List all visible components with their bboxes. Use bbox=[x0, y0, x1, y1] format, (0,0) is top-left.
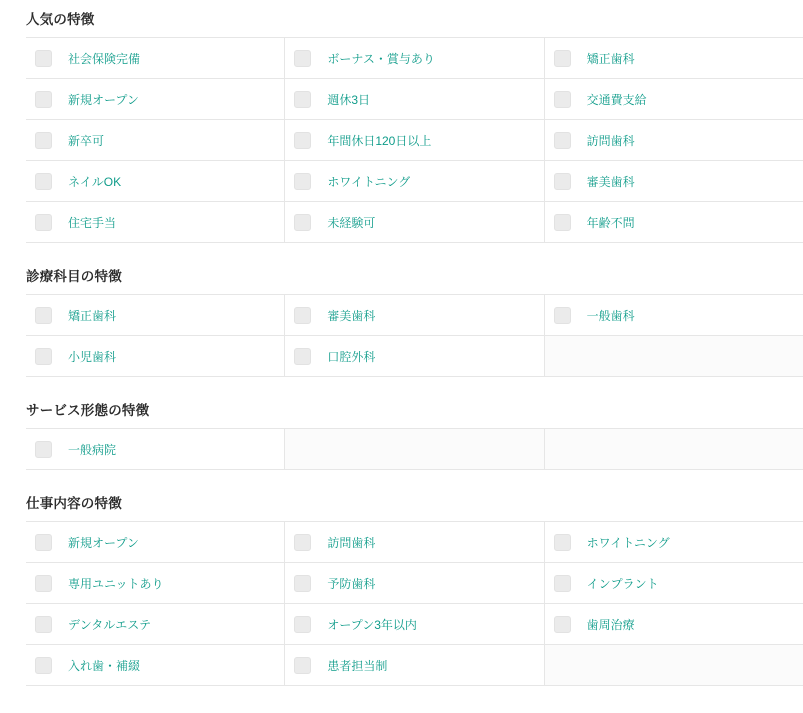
section-title: 診療科目の特徴 bbox=[26, 269, 122, 284]
filter-checkbox-row[interactable] bbox=[545, 202, 803, 243]
filter-section bbox=[0, 8, 803, 243]
filter-checkbox-row[interactable] bbox=[285, 295, 544, 336]
filter-label[interactable]: インプラント bbox=[586, 576, 659, 591]
section-spacer bbox=[0, 377, 803, 399]
filter-label[interactable]: 審美歯科 bbox=[586, 174, 635, 189]
checkbox-icon[interactable] bbox=[294, 50, 311, 67]
filter-label[interactable]: 訪問歯科 bbox=[586, 133, 635, 148]
filter-checkbox-row[interactable] bbox=[26, 336, 285, 377]
filter-label[interactable]: ホワイトニング bbox=[327, 174, 411, 189]
filter-checkbox-row[interactable] bbox=[285, 522, 544, 563]
filter-checkbox-row[interactable] bbox=[285, 563, 544, 604]
checkbox-icon[interactable] bbox=[35, 534, 52, 551]
filter-label[interactable]: 口腔外科 bbox=[327, 349, 376, 364]
filter-checkbox-row[interactable] bbox=[285, 161, 544, 202]
checkbox-icon[interactable] bbox=[554, 307, 571, 324]
filter-label[interactable]: 患者担当制 bbox=[327, 658, 388, 673]
checkbox-icon[interactable] bbox=[554, 50, 571, 67]
checkbox-icon[interactable] bbox=[554, 132, 571, 149]
filter-grid bbox=[26, 428, 803, 470]
checkbox-icon[interactable] bbox=[554, 214, 571, 231]
filter-label[interactable]: 新規オープン bbox=[68, 92, 139, 107]
filter-checkbox-row[interactable] bbox=[26, 295, 285, 336]
filter-grid bbox=[26, 37, 803, 243]
filter-checkbox-row[interactable] bbox=[545, 120, 803, 161]
section-spacer bbox=[0, 243, 803, 265]
checkbox-icon[interactable] bbox=[35, 132, 52, 149]
filter-checkbox-row[interactable] bbox=[26, 522, 285, 563]
section-spacer bbox=[0, 686, 803, 708]
filter-checkbox-row[interactable] bbox=[26, 645, 285, 686]
filter-checkbox-row[interactable] bbox=[26, 429, 285, 470]
checkbox-icon[interactable] bbox=[294, 534, 311, 551]
filter-checkbox-row[interactable] bbox=[285, 202, 544, 243]
filter-label[interactable]: オープン3年以内 bbox=[327, 617, 417, 632]
filter-label[interactable]: 交通費支給 bbox=[586, 92, 647, 107]
checkbox-icon[interactable] bbox=[35, 307, 52, 324]
filter-checkbox-row[interactable] bbox=[545, 604, 803, 645]
filter-checkbox-row[interactable] bbox=[285, 336, 544, 377]
filter-cell-empty bbox=[545, 336, 803, 377]
filter-label[interactable]: 新規オープン bbox=[68, 535, 139, 550]
checkbox-icon[interactable] bbox=[554, 616, 571, 633]
section-spacer bbox=[0, 470, 803, 492]
checkbox-icon[interactable] bbox=[294, 616, 311, 633]
checkbox-icon[interactable] bbox=[35, 657, 52, 674]
filter-label[interactable]: 予防歯科 bbox=[327, 576, 376, 591]
filter-label[interactable]: 住宅手当 bbox=[68, 215, 117, 230]
filter-label[interactable]: 年齢不問 bbox=[586, 215, 635, 230]
filter-checkbox-row[interactable] bbox=[285, 120, 544, 161]
checkbox-icon[interactable] bbox=[294, 348, 311, 365]
filter-cell-empty bbox=[545, 429, 803, 470]
filter-cell-empty bbox=[285, 429, 544, 470]
filter-label[interactable]: 専用ユニットあり bbox=[68, 576, 164, 591]
filter-checkbox-row[interactable] bbox=[545, 563, 803, 604]
filter-checkbox-row[interactable] bbox=[545, 295, 803, 336]
checkbox-icon[interactable] bbox=[294, 132, 311, 149]
filter-section bbox=[0, 399, 803, 470]
checkbox-icon[interactable] bbox=[554, 534, 571, 551]
filter-cell-empty bbox=[545, 645, 803, 686]
filter-checkbox-row[interactable] bbox=[545, 38, 803, 79]
filter-label[interactable]: 週休3日 bbox=[327, 92, 371, 107]
filter-checkbox-row[interactable] bbox=[26, 202, 285, 243]
checkbox-icon[interactable] bbox=[294, 657, 311, 674]
filter-label[interactable]: 矯正歯科 bbox=[586, 51, 635, 66]
filter-label[interactable]: 訪問歯科 bbox=[327, 535, 376, 550]
checkbox-icon[interactable] bbox=[35, 50, 52, 67]
filter-checkbox-row[interactable] bbox=[545, 522, 803, 563]
filter-label[interactable]: 一般病院 bbox=[68, 442, 117, 457]
filter-label[interactable]: 小児歯科 bbox=[68, 349, 117, 364]
checkbox-icon[interactable] bbox=[35, 348, 52, 365]
filter-checkbox-row[interactable] bbox=[545, 161, 803, 202]
filter-label[interactable]: 新卒可 bbox=[68, 133, 105, 148]
filter-label[interactable]: ボーナス・賞与あり bbox=[327, 51, 435, 66]
checkbox-icon[interactable] bbox=[35, 441, 52, 458]
section-title: 人気の特徴 bbox=[26, 12, 95, 27]
checkbox-icon[interactable] bbox=[35, 173, 52, 190]
section-title: 仕事内容の特徴 bbox=[26, 496, 122, 511]
filter-label[interactable]: 矯正歯科 bbox=[68, 308, 117, 323]
checkbox-icon[interactable] bbox=[294, 307, 311, 324]
checkbox-icon[interactable] bbox=[35, 91, 52, 108]
filter-checkbox-row[interactable] bbox=[545, 79, 803, 120]
checkbox-icon[interactable] bbox=[35, 616, 52, 633]
filter-section bbox=[0, 492, 803, 686]
filter-checkbox-row[interactable] bbox=[26, 120, 285, 161]
filter-label[interactable]: 審美歯科 bbox=[327, 308, 376, 323]
checkbox-icon[interactable] bbox=[294, 173, 311, 190]
checkbox-icon[interactable] bbox=[294, 214, 311, 231]
filter-label[interactable]: 未経験可 bbox=[327, 215, 376, 230]
filter-checkbox-row[interactable] bbox=[26, 79, 285, 120]
filter-label[interactable]: デンタルエステ bbox=[68, 617, 152, 632]
filter-label[interactable]: 歯周治療 bbox=[586, 617, 635, 632]
filter-label[interactable]: ネイルOK bbox=[68, 174, 122, 189]
filter-checkbox-row[interactable] bbox=[285, 645, 544, 686]
checkbox-icon[interactable] bbox=[35, 575, 52, 592]
checkbox-icon[interactable] bbox=[294, 575, 311, 592]
filter-checkbox-row[interactable] bbox=[26, 563, 285, 604]
filter-label[interactable]: 年間休日120日以上 bbox=[327, 133, 432, 148]
checkbox-icon[interactable] bbox=[35, 214, 52, 231]
checkbox-icon[interactable] bbox=[554, 575, 571, 592]
filter-checkbox-row[interactable] bbox=[285, 38, 544, 79]
filter-label[interactable]: 一般歯科 bbox=[586, 308, 635, 323]
checkbox-icon[interactable] bbox=[554, 173, 571, 190]
checkbox-icon[interactable] bbox=[294, 91, 311, 108]
filter-label[interactable]: 入れ歯・補綴 bbox=[68, 658, 141, 673]
filter-label[interactable]: 社会保険完備 bbox=[68, 51, 141, 66]
filter-checkbox-row[interactable] bbox=[285, 79, 544, 120]
filter-checkbox-row[interactable] bbox=[26, 38, 285, 79]
filter-checkbox-row[interactable] bbox=[285, 604, 544, 645]
filter-grid bbox=[26, 294, 803, 377]
filter-label[interactable]: ホワイトニング bbox=[586, 535, 670, 550]
filter-checkbox-row[interactable] bbox=[26, 604, 285, 645]
checkbox-icon[interactable] bbox=[554, 91, 571, 108]
filter-section bbox=[0, 265, 803, 377]
section-title: サービス形態の特徴 bbox=[26, 403, 150, 418]
filter-grid bbox=[26, 521, 803, 686]
filter-checkbox-row[interactable] bbox=[26, 161, 285, 202]
